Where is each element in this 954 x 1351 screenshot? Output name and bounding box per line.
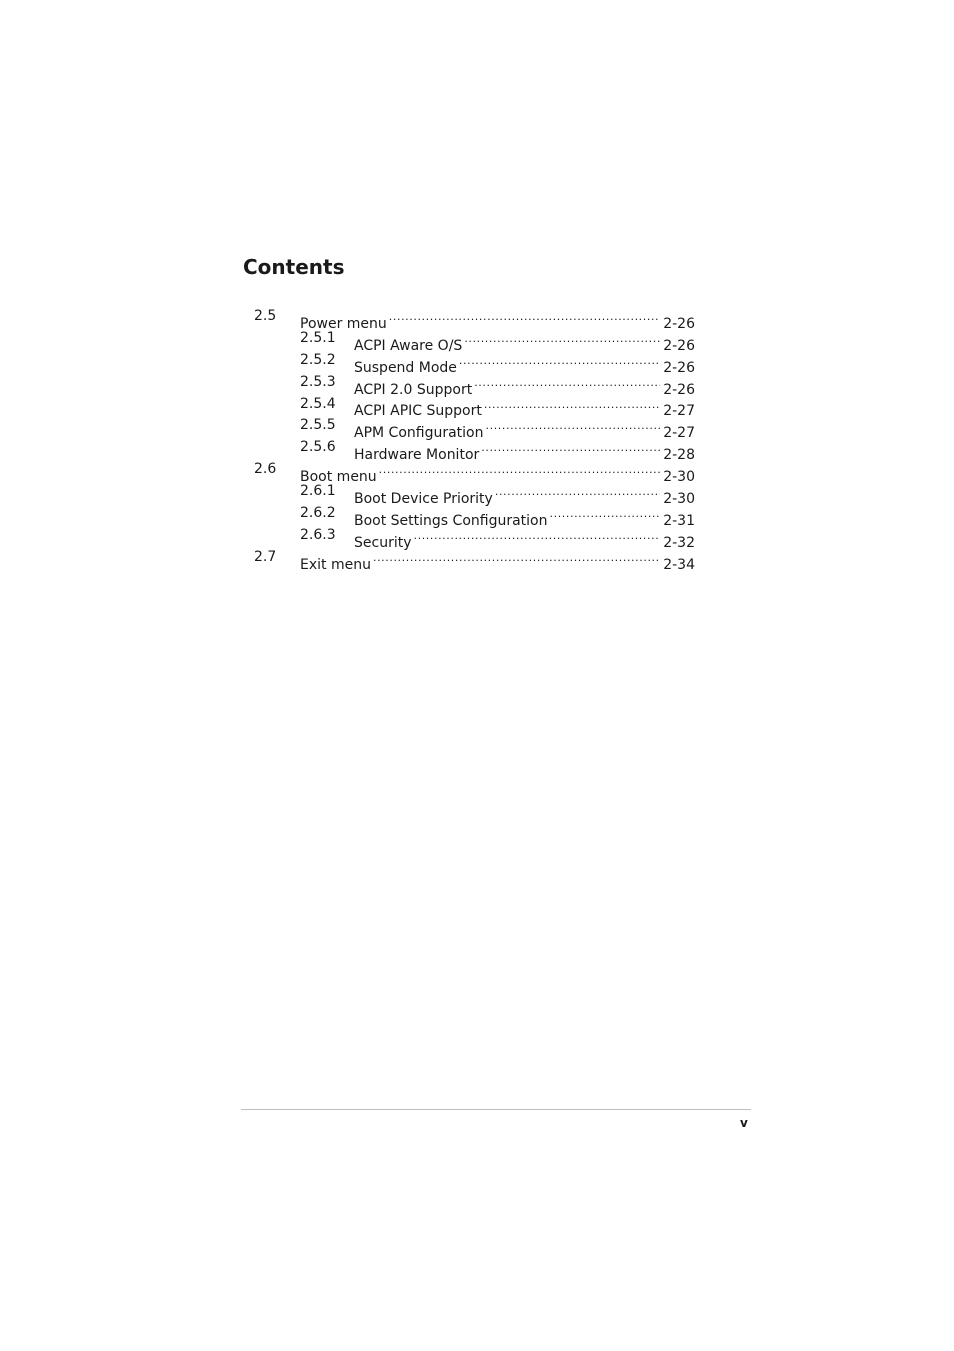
page-title: Contents	[243, 255, 345, 279]
dot-leader	[474, 372, 660, 394]
toc-entry-label: Hardware Monitor	[354, 447, 480, 464]
toc-entry-number: 2.6.3	[300, 526, 336, 543]
toc-entry-label: Boot Settings Configuration	[354, 512, 548, 529]
dot-leader	[495, 481, 660, 503]
toc-entry-number: 2.6.2	[300, 505, 336, 522]
toc-entry-page: 2-26	[663, 359, 695, 376]
table-of-contents	[0, 306, 954, 573]
toc-entry-number: 2.5.2	[300, 351, 336, 368]
toc-entry[interactable]	[0, 372, 954, 398]
dot-leader	[550, 503, 661, 525]
toc-entry-number: 2.5.5	[300, 417, 336, 434]
toc-entry-page: 2-30	[663, 469, 695, 486]
toc-entry-page: 2-26	[663, 315, 695, 332]
toc-entry-number: 2.6.1	[300, 483, 336, 500]
toc-entry-page: 2-26	[663, 337, 695, 354]
toc-entry[interactable]	[0, 547, 954, 573]
toc-entry-number: 2.5.1	[300, 329, 336, 346]
dot-leader	[379, 459, 661, 481]
toc-entry[interactable]	[0, 394, 954, 420]
toc-entry-page: 2-28	[663, 447, 695, 464]
toc-entry[interactable]	[0, 328, 954, 354]
toc-entry-page: 2-26	[663, 381, 695, 398]
toc-entry-label: APM Configuration	[354, 425, 484, 442]
toc-entry[interactable]	[0, 437, 954, 464]
toc-entry-label: Boot Device Priority	[354, 491, 493, 508]
dot-leader	[486, 415, 661, 437]
toc-entry[interactable]	[0, 306, 954, 332]
dot-leader	[389, 306, 660, 328]
dot-leader	[484, 394, 660, 416]
dot-leader	[481, 437, 660, 459]
toc-entry-number: 2.5.4	[300, 395, 336, 412]
page-number: v	[740, 1116, 748, 1130]
toc-entry[interactable]	[0, 525, 954, 551]
dot-leader	[414, 525, 661, 547]
toc-entry-label: ACPI Aware O/S	[354, 337, 463, 354]
toc-entry-page: 2-31	[663, 512, 695, 529]
toc-entry-number: 2.7	[254, 548, 277, 565]
toc-entry-number: 2.6	[254, 461, 277, 478]
toc-entry[interactable]	[0, 481, 954, 508]
toc-entry-page: 2-30	[663, 491, 695, 508]
toc-entry-label: Suspend Mode	[354, 359, 457, 376]
dot-leader	[464, 328, 660, 350]
dot-leader	[459, 350, 660, 372]
toc-entry-number: 2.5.3	[300, 373, 336, 390]
toc-entry-page: 2-27	[663, 425, 695, 442]
toc-entry-page: 2-27	[663, 403, 695, 420]
toc-entry-label: ACPI 2.0 Support	[354, 381, 473, 398]
toc-entry-label: Security	[354, 534, 412, 551]
toc-entry-label: Boot menu	[300, 469, 377, 486]
dot-leader	[373, 547, 660, 569]
toc-entry-label: ACPI APIC Support	[354, 403, 482, 420]
toc-entry-page: 2-34	[663, 556, 695, 573]
footer-divider	[241, 1109, 751, 1110]
toc-entry[interactable]	[0, 350, 954, 376]
toc-entry[interactable]	[0, 503, 954, 529]
toc-entry[interactable]	[0, 459, 954, 486]
toc-entry-number: 2.5	[254, 308, 277, 324]
toc-entry-label: Exit menu	[300, 556, 371, 573]
toc-entry-label: Power menu	[300, 315, 387, 332]
toc-entry-number: 2.5.6	[300, 439, 336, 456]
toc-entry-page: 2-32	[663, 534, 695, 551]
toc-entry[interactable]	[0, 415, 954, 442]
